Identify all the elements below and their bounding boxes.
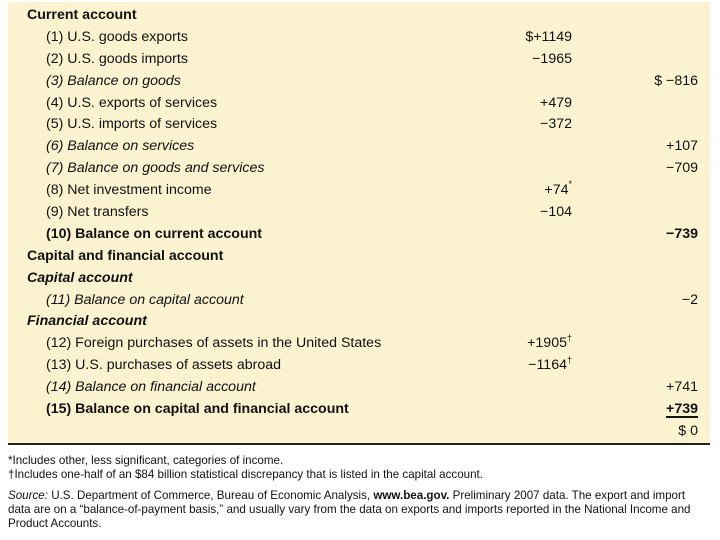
table-row xyxy=(8,158,710,180)
table-row xyxy=(8,202,710,224)
row-label: (14) Balance on financial account xyxy=(46,379,256,396)
component-value-text: $+1149 xyxy=(525,28,572,45)
table-row xyxy=(8,421,710,443)
table-row xyxy=(8,246,710,268)
table-row xyxy=(8,71,710,93)
source-label: Source: xyxy=(8,489,48,502)
row-label: (7) Balance on goods and services xyxy=(46,160,265,177)
table-row xyxy=(8,333,710,355)
table-row xyxy=(8,93,710,115)
row-label: (5) U.S. imports of services xyxy=(46,116,218,133)
balance-value: −739 xyxy=(666,225,698,242)
row-label: (13) U.S. purchases of assets abroad xyxy=(46,357,282,374)
source-website: www.bea.gov. xyxy=(373,489,450,502)
row-label: (15) Balance on capital and financial account xyxy=(46,401,349,418)
row-label: (12) Foreign purchases of assets in the United States xyxy=(46,335,382,352)
component-value xyxy=(540,202,572,224)
table-row xyxy=(8,290,710,312)
balance-value: $ 0 xyxy=(678,422,698,439)
component-value xyxy=(540,93,572,115)
footnote-discrepancy: †Includes one-half of an $84 billion statistical discrepancy that is listed in the capital account. xyxy=(8,468,483,481)
table-row xyxy=(8,268,710,290)
row-label: (8) Net investment income xyxy=(46,182,212,199)
footnote-mark: † xyxy=(566,332,572,343)
component-value xyxy=(540,114,572,136)
balance-value: +739 xyxy=(666,401,698,418)
table-row xyxy=(8,399,710,421)
component-value-text: −104 xyxy=(540,204,572,221)
table-row xyxy=(8,224,710,246)
row-label: Capital account xyxy=(27,269,133,286)
footnote-mark: † xyxy=(566,354,572,365)
component-value-text: +479 xyxy=(540,94,572,111)
component-value-text: −1164 xyxy=(528,357,567,374)
row-label: (11) Balance on capital account xyxy=(46,291,244,308)
source-text-b: Preliminary 2007 data. The export and import data are on a “balance-of-payment basis,” and usually vary from the data on exports and imports reported in the National Income and Product Accounts. xyxy=(8,489,691,530)
balance-value: −709 xyxy=(666,160,698,177)
row-label: (10) Balance on current account xyxy=(46,225,263,242)
row-label: (3) Balance on goods xyxy=(46,72,181,89)
row-label: (6) Balance on services xyxy=(46,138,195,155)
table-row xyxy=(8,180,710,202)
row-label: (9) Net transfers xyxy=(46,204,149,221)
footnote-mark: * xyxy=(568,179,572,190)
component-value-text: +1905 xyxy=(527,335,567,352)
component-value-text: +74 xyxy=(544,182,569,199)
component-value xyxy=(544,180,572,202)
table-row xyxy=(8,377,710,399)
balance-value: +107 xyxy=(666,138,698,155)
component-value-text: −372 xyxy=(540,116,572,133)
table-row xyxy=(8,5,710,27)
footnote-income: *Includes other, less significant, categories of income. xyxy=(8,454,284,467)
component-value-text: −1965 xyxy=(532,50,572,67)
row-label: Financial account xyxy=(27,313,147,330)
row-label: Capital and financial account xyxy=(27,247,224,264)
table-row xyxy=(8,27,710,49)
component-value xyxy=(525,27,572,49)
table-row xyxy=(8,136,710,158)
balance-value: −2 xyxy=(681,291,698,308)
row-label: (1) U.S. goods exports xyxy=(46,28,188,45)
balance-value: $ −816 xyxy=(654,72,698,89)
source-text-a: U.S. Department of Commerce, Bureau of Economic Analysis, xyxy=(47,489,374,502)
table-row xyxy=(8,49,710,71)
table-rows xyxy=(8,5,710,443)
row-label: Current account xyxy=(27,7,137,23)
balance-value: +741 xyxy=(666,379,698,396)
component-value xyxy=(527,333,572,355)
table-row xyxy=(8,311,710,333)
table-row xyxy=(8,355,710,377)
table-notes xyxy=(8,454,708,531)
row-label: (2) U.S. goods imports xyxy=(46,50,188,67)
row-label: (4) U.S. exports of services xyxy=(46,94,218,111)
balance-of-payments-table xyxy=(8,2,710,445)
source-note xyxy=(8,489,708,531)
component-value xyxy=(528,355,572,377)
component-value xyxy=(532,49,572,71)
table-row xyxy=(8,114,710,136)
